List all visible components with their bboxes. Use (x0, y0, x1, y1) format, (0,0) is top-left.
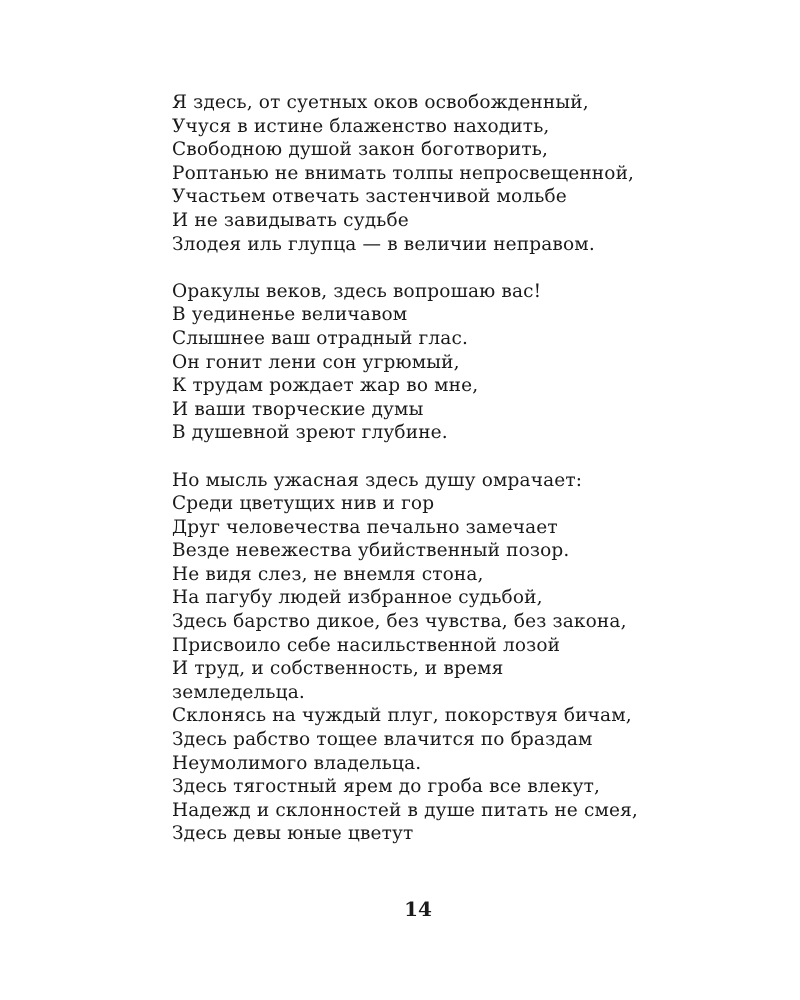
poem-line: Учуся в истине блаженство находить, (172, 115, 550, 137)
poem-line: И труд, и собственность, и время (172, 658, 504, 680)
poem-line: Здесь барство дикое, без чувства, без закона, (172, 611, 627, 633)
poem-line: Слышнее ваш отрадный глас. (172, 327, 468, 349)
stanza-1 (172, 91, 772, 256)
poem-line: Участьем отвечать застенчивой мольбе (172, 186, 567, 208)
stanza-3 (172, 469, 772, 847)
poem-line: И не завидывать судьбе (172, 209, 409, 231)
poem-line: Оракулы веков, здесь вопрошаю вас! (172, 280, 542, 302)
poem-line: Здесь рабство тощее влачится по браздам (172, 729, 593, 751)
poem-line: Но мысль ужасная здесь душу омрачает: (172, 469, 583, 491)
poem-line: Неумолимого владельца. (172, 752, 422, 774)
poem-line: Присвоило себе насильственной лозой (172, 634, 561, 656)
poem-line: Здесь девы юные цветут (172, 823, 414, 845)
poem-line: И ваши творческие думы (172, 398, 424, 420)
poem-line: В уединенье величавом (172, 304, 408, 326)
poem-line: Везде невежества убийственный позор. (172, 540, 570, 562)
stanza-2 (172, 280, 772, 445)
poem-line: Друг человечества печально замечает (172, 516, 558, 538)
page-number: 14 (404, 897, 432, 921)
poem-line: Злодея иль глупца — в величии неправом. (172, 233, 595, 255)
poem-line: Роптанью не внимать толпы непросвещенной, (172, 162, 635, 184)
poem-line: Среди цветущих нив и гор (172, 493, 435, 515)
poem-line: Он гонит лени сон угрюмый, (172, 351, 460, 373)
poem-line: земледельца. (172, 681, 305, 703)
poem-line: Склонясь на чуждый плуг, покорствуя бичам, (172, 705, 632, 727)
poem-line: К трудам рождает жар во мне, (172, 375, 479, 397)
poem-line: Здесь тягостный ярем до гроба все влекут, (172, 776, 601, 798)
poem-line: Не видя слез, не внемля стона, (172, 563, 484, 585)
poem-text (172, 91, 772, 870)
poem-line: Надежд и склонностей в душе питать не смея, (172, 799, 638, 821)
poem-line: Я здесь, от суетных оков освобожденный, (172, 92, 589, 113)
poem-line: На пагубу людей избранное судьбой, (172, 587, 543, 609)
poem-line: Свободною душой закон боготворить, (172, 139, 549, 161)
poem-line: В душевной зреют глубине. (172, 422, 448, 444)
